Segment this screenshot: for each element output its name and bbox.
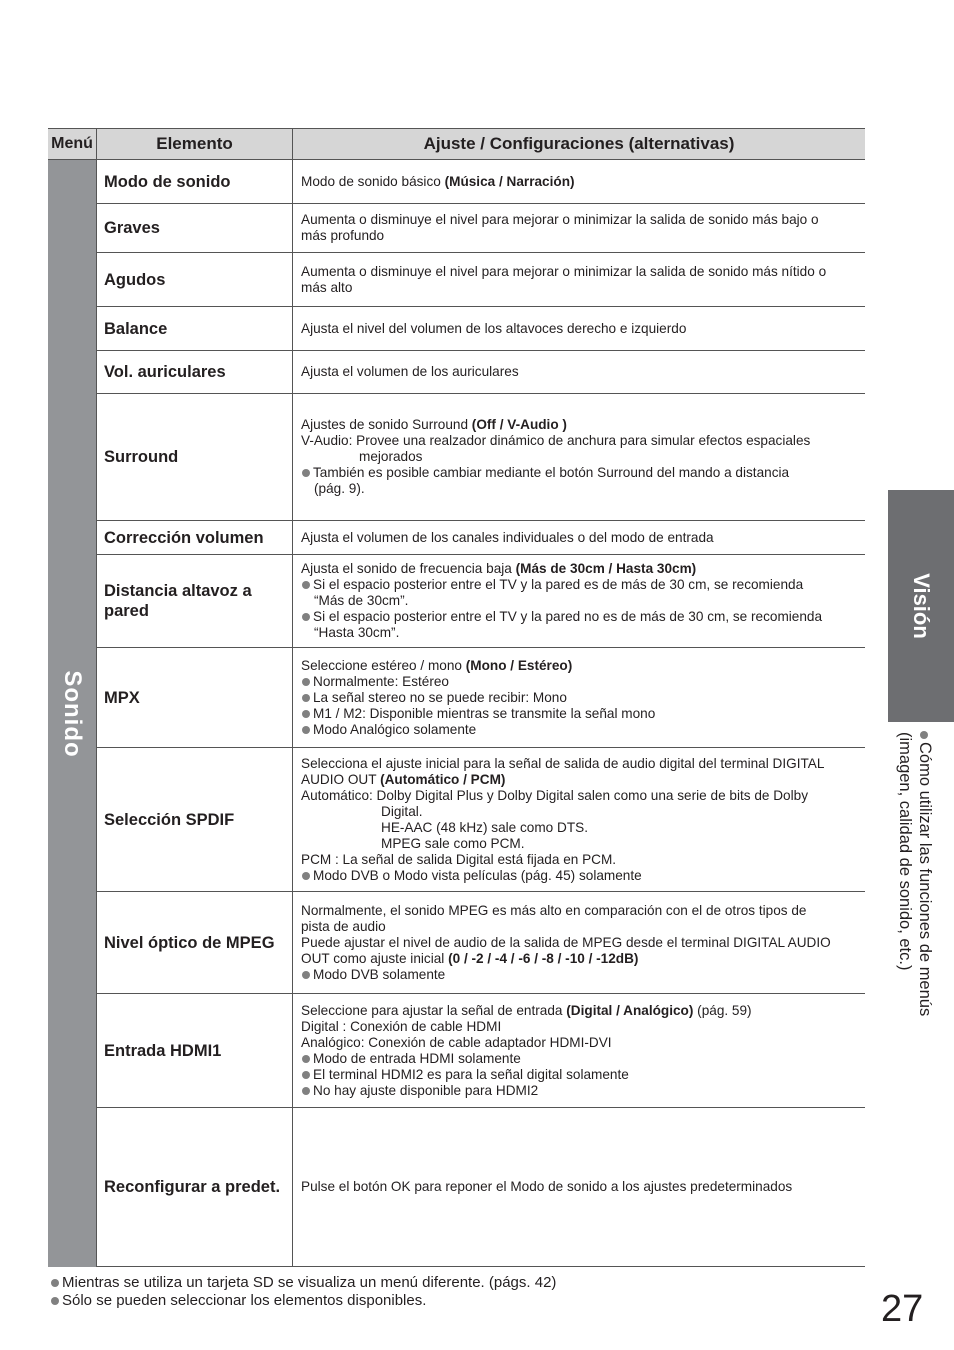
element-cell: Balance <box>97 307 293 350</box>
menu-band <box>48 160 97 1267</box>
setting-line: Normalmente, el sonido MPEG es más alto en comparación con el de otros tipos de <box>301 902 807 918</box>
side-tab <box>888 490 954 722</box>
setting-line: No hay ajuste disponible para HDMI2 <box>301 1083 863 1099</box>
table-row <box>97 555 865 648</box>
table-row <box>97 748 865 892</box>
setting-cell <box>293 204 865 252</box>
setting-cell <box>293 892 865 993</box>
element-cell: Agudos <box>97 253 293 306</box>
bullet-icon <box>302 710 310 718</box>
setting-line: V-Audio: Provee una realzador dinámico de anchura para simular efectos espaciales <box>301 433 811 448</box>
element-cell: Graves <box>97 204 293 252</box>
setting-cell <box>293 555 865 647</box>
setting-line: Modo de sonido básico (Música / Narración) <box>301 173 575 189</box>
setting-line: Automático: Dolby Digital Plus y Dolby Digital salen como una serie de bits de Dolby <box>301 787 808 803</box>
settings-table <box>48 128 865 1267</box>
header-menu: Menú <box>48 128 97 160</box>
bullet-icon <box>302 726 310 734</box>
setting-cell <box>293 253 865 306</box>
setting-line: mejorados <box>359 449 423 464</box>
element-cell: Reconfigurar a predet. <box>97 1108 293 1266</box>
page-number: 27 <box>881 1288 924 1330</box>
element-cell: MPX <box>97 648 293 747</box>
setting-line: Digital. <box>381 803 423 819</box>
setting-line: También es posible cambiar mediante el botón Surround del mando a distancia <box>301 465 863 481</box>
setting-line: Modo DVB o Modo vista películas (pág. 45) solamente <box>301 868 863 884</box>
setting-line: “Más de 30cm”. <box>314 593 409 608</box>
setting-cell <box>293 1108 865 1266</box>
setting-line: Aumenta o disminuye el nivel para mejorar o minimizar la salida de sonido más nítido o <box>301 263 827 279</box>
setting-line: Pulse el botón OK para reponer el Modo de sonido a los ajustes predeterminados <box>301 1179 793 1194</box>
setting-cell <box>293 307 865 350</box>
setting-line: más alto <box>301 279 353 295</box>
bullet-icon <box>302 678 310 686</box>
bullet-icon <box>302 469 310 477</box>
setting-line: Si el espacio posterior entre el TV y la pared no es de más de 30 cm, se recomienda <box>301 609 863 625</box>
element-cell: Vol. auriculares <box>97 351 293 393</box>
header-element: Elemento <box>97 128 293 160</box>
setting-line: Modo de entrada HDMI solamente <box>301 1051 863 1067</box>
bullet-icon <box>51 1297 59 1305</box>
element-cell: Corrección volumen <box>97 521 293 554</box>
side-desc-line-2: (imagen, calidad de sonido, etc.) <box>896 732 914 971</box>
setting-line: más profundo <box>301 228 385 243</box>
element-cell: Entrada HDMI1 <box>97 994 293 1107</box>
setting-line: HE-AAC (48 kHz) sale como DTS. <box>381 819 588 835</box>
footnote: Mientras se utiliza un tarjeta SD se visualiza un menú diferente. (págs. 42) <box>50 1274 556 1292</box>
setting-line: OUT como ajuste inicial (0 / -2 / -4 / -6 / -8 / -10 / -12dB) <box>301 950 639 966</box>
menu-band-label: Sonido <box>59 669 86 758</box>
setting-cell <box>293 521 865 554</box>
table-row <box>97 204 865 253</box>
setting-line: (pág. 9). <box>314 481 365 496</box>
setting-cell <box>293 351 865 393</box>
element-cell: Nivel óptico de MPEG <box>97 892 293 993</box>
bullet-icon <box>51 1279 59 1287</box>
setting-line: Normalmente: Estéreo <box>301 674 863 690</box>
bullet-icon <box>302 1055 310 1063</box>
element-cell: Modo de sonido <box>97 160 293 203</box>
bullet-icon <box>302 1087 310 1095</box>
setting-line: La señal stereo no se puede recibir: Mono <box>301 690 863 706</box>
table-row <box>97 521 865 555</box>
setting-line: Ajusta el sonido de frecuencia baja (Más de 30cm / Hasta 30cm) <box>301 561 697 576</box>
footnote: Sólo se pueden seleccionar los elementos disponibles. <box>50 1292 556 1310</box>
setting-line: pista de audio <box>301 918 386 934</box>
setting-cell <box>293 394 865 520</box>
setting-line: Si el espacio posterior entre el TV y la pared es de más de 30 cm, se recomienda <box>301 577 863 593</box>
setting-line: El terminal HDMI2 es para la señal digital solamente <box>301 1067 863 1083</box>
setting-line: Modo DVB solamente <box>301 967 863 983</box>
footnotes <box>50 1274 556 1310</box>
setting-line: PCM : La señal de salida Digital está fijada en PCM. <box>301 851 617 867</box>
setting-cell <box>293 994 865 1107</box>
setting-line: Ajusta el volumen de los auriculares <box>301 364 519 379</box>
bullet-icon <box>302 971 310 979</box>
setting-cell <box>293 648 865 747</box>
header-setting: Ajuste / Configuraciones (alternativas) <box>293 128 865 160</box>
bullet-icon <box>302 613 310 621</box>
setting-cell <box>293 748 865 891</box>
element-cell: Surround <box>97 394 293 520</box>
setting-line: Seleccione para ajustar la señal de entrada (Digital / Analógico) (pág. 59) <box>301 1002 752 1018</box>
element-cell: Distancia altavoz a pared <box>97 555 293 647</box>
side-tab-label: Visión <box>909 573 934 639</box>
bullet-icon <box>920 731 928 739</box>
table-row <box>97 994 865 1108</box>
side-desc-line-1: Cómo utilizar las funciones de menús <box>916 742 934 1017</box>
table-row <box>97 253 865 307</box>
setting-line: Ajusta el volumen de los canales individuales o del modo de entrada <box>301 529 714 545</box>
setting-line: Seleccione estéreo / mono (Mono / Estéreo) <box>301 657 573 673</box>
setting-line: Digital : Conexión de cable HDMI <box>301 1018 502 1034</box>
bullet-icon <box>302 872 310 880</box>
bullet-icon <box>302 1071 310 1079</box>
setting-line: Analógico: Conexión de cable adaptador HDMI-DVI <box>301 1034 612 1050</box>
setting-line: Ajustes de sonido Surround (Off / V-Audio ) <box>301 417 567 432</box>
table-row <box>97 1108 865 1267</box>
table-row <box>97 351 865 394</box>
element-cell: Selección SPDIF <box>97 748 293 891</box>
table-row <box>97 160 865 204</box>
setting-line: Modo Analógico solamente <box>301 722 863 738</box>
table-row <box>97 648 865 748</box>
setting-line: AUDIO OUT (Automático / PCM) <box>301 771 506 787</box>
table-row <box>97 892 865 994</box>
bullet-icon <box>302 581 310 589</box>
setting-cell <box>293 160 865 203</box>
side-description <box>878 728 938 1108</box>
setting-line: M1 / M2: Disponible mientras se transmite la señal mono <box>301 706 863 722</box>
setting-line: Aumenta o disminuye el nivel para mejorar o minimizar la salida de sonido más bajo o <box>301 212 819 227</box>
setting-line: Ajusta el nivel del volumen de los altavoces derecho e izquierdo <box>301 320 687 336</box>
setting-line: “Hasta 30cm”. <box>314 625 400 640</box>
table-row <box>97 307 865 351</box>
setting-line: MPEG sale como PCM. <box>381 835 525 851</box>
bullet-icon <box>302 694 310 702</box>
setting-line: Puede ajustar el nivel de audio de la salida de MPEG desde el terminal DIGITAL AUDIO <box>301 934 831 950</box>
setting-line: Selecciona el ajuste inicial para la señal de salida de audio digital del terminal DIGITAL <box>301 755 825 771</box>
table-row <box>97 394 865 521</box>
